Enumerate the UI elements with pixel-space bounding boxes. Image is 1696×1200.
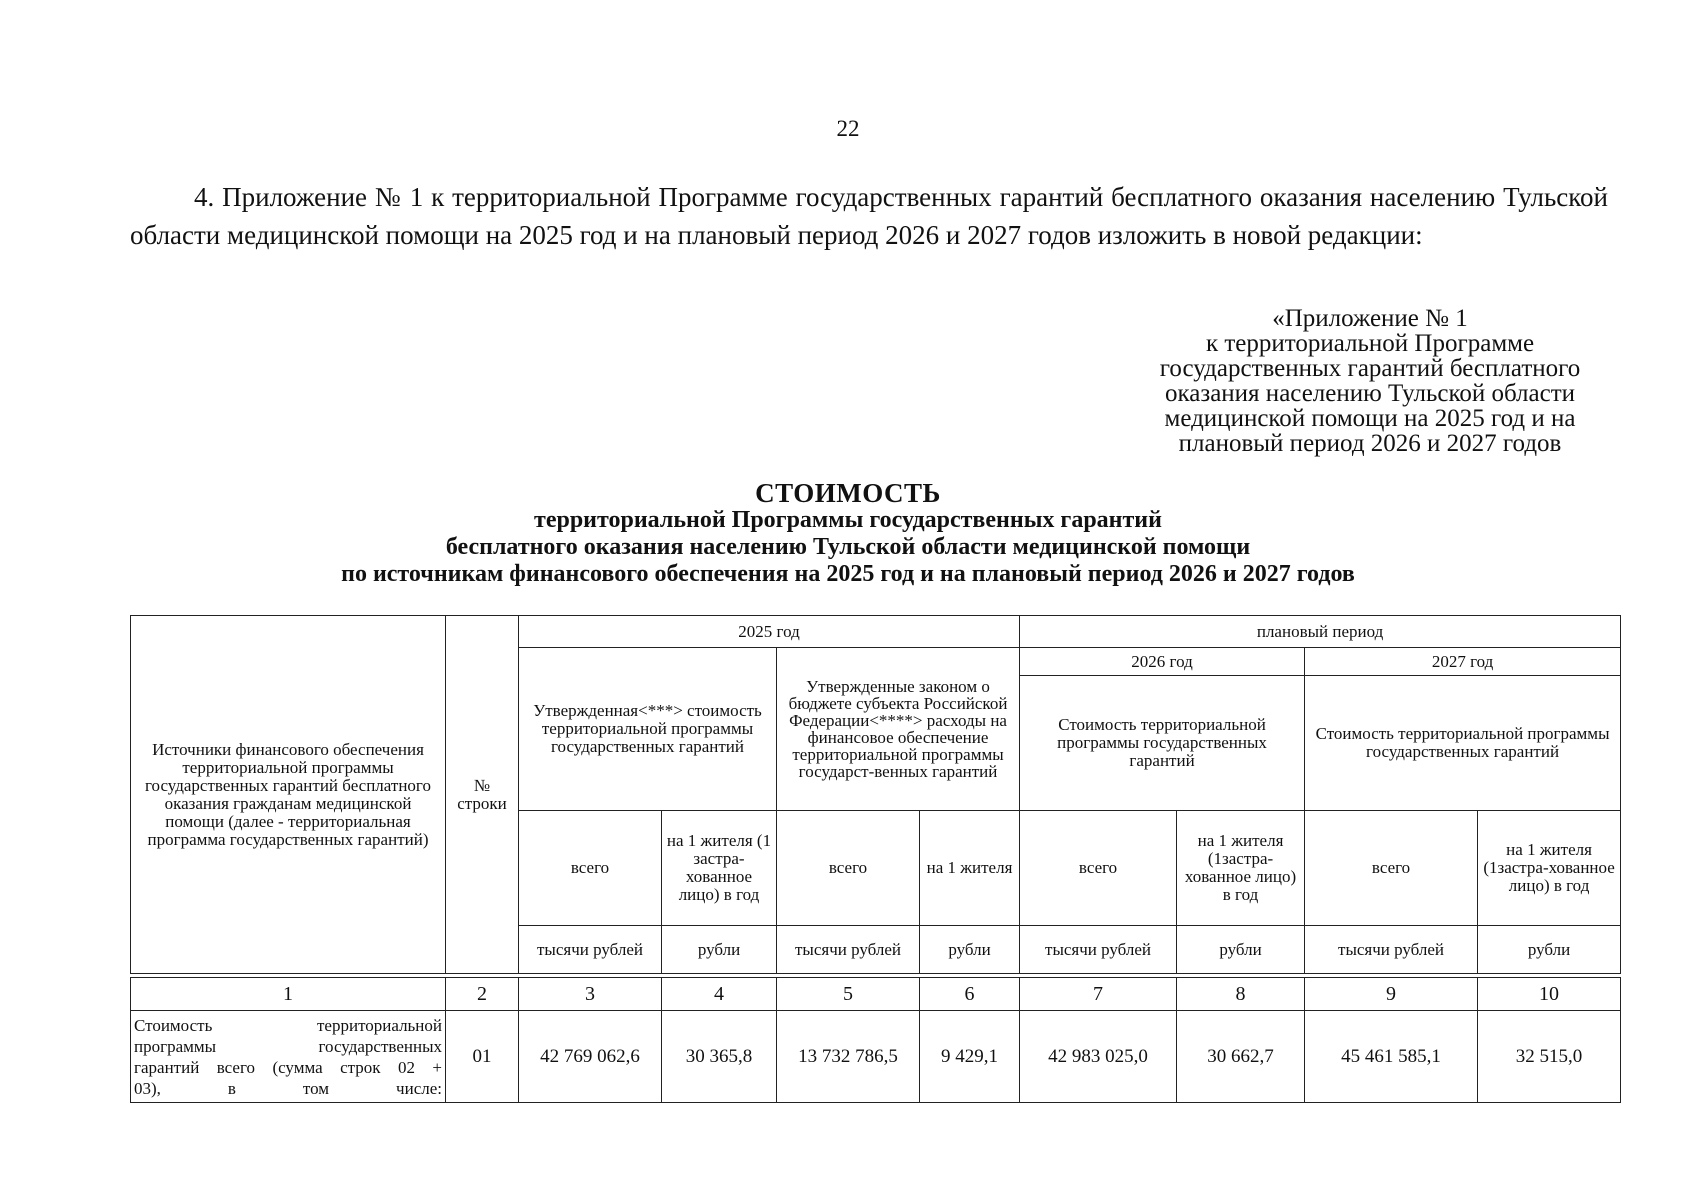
- row-value: 45 461 585,1: [1305, 1011, 1478, 1103]
- header-total: всего: [1305, 811, 1478, 926]
- header-unit: рубли: [662, 926, 777, 974]
- column-number: 6: [920, 978, 1020, 1011]
- financing-table-header: [130, 615, 1621, 974]
- header-cost-2027: Стоимость территориальной программы государственных гарантий: [1305, 676, 1621, 811]
- title-line: территориальной Программы государственных гарантий: [534, 507, 1162, 533]
- appendix-line: плановый период 2026 и 2027 годов: [1178, 430, 1562, 457]
- row-source-line: программы государственных: [134, 1036, 442, 1056]
- row-source-line: гарантий всего (сумма строк 02 +: [134, 1057, 442, 1077]
- financing-table-body: [130, 977, 1621, 1103]
- header-per-resident-year: на 1 жителя (1застра-хованное лицо) в год: [1177, 811, 1305, 926]
- intro-paragraph: [130, 178, 1608, 254]
- header-cost-2026: Стоимость территориальной программы государственных гарантий: [1020, 676, 1305, 811]
- header-unit: рубли: [1478, 926, 1621, 974]
- row-value: 30 662,7: [1177, 1011, 1305, 1103]
- page-number: 22: [836, 116, 860, 141]
- appendix-line: медицинской помощи на 2025 год и на: [1164, 405, 1576, 432]
- header-per-resident-year: на 1 жителя (1застра-хованное лицо) в год: [1478, 811, 1621, 926]
- appendix-line: государственных гарантий бесплатного: [1159, 355, 1581, 382]
- appendix-line: оказания населению Тульской области: [1164, 380, 1576, 407]
- header-unit: тысячи рублей: [1020, 926, 1177, 974]
- header-source: Источники финансового обеспечения территориальной программы государственных гарантий бесплатного оказания гражданам медицинской помощи (далее - территориальная программа государственных гарантий): [131, 616, 446, 974]
- column-number: 3: [519, 978, 662, 1011]
- appendix-line: «Приложение № 1: [1272, 305, 1468, 332]
- row-number: 01: [446, 1011, 519, 1103]
- column-number: 9: [1305, 978, 1478, 1011]
- appendix-reference: [1130, 306, 1610, 456]
- column-number: 7: [1020, 978, 1177, 1011]
- title-heading: СТОИМОСТЬ: [755, 478, 941, 508]
- row-value: 30 365,8: [662, 1011, 777, 1103]
- column-number: 1: [131, 978, 446, 1011]
- row-source-cell: [131, 1011, 446, 1103]
- header-unit: рубли: [920, 926, 1020, 974]
- header-unit: тысячи рублей: [1305, 926, 1478, 974]
- title-line: бесплатного оказания населению Тульской области медицинской помощи: [445, 534, 1251, 560]
- column-number: 2: [446, 978, 519, 1011]
- header-approved-cost: Утвержденная<***> стоимость территориальной программы государственных гарантий: [519, 648, 777, 811]
- header-total: всего: [777, 811, 920, 926]
- column-number: 4: [662, 978, 777, 1011]
- row-value: 9 429,1: [920, 1011, 1020, 1103]
- header-row-no: № строки: [446, 616, 519, 974]
- row-value: 32 515,0: [1478, 1011, 1621, 1103]
- intro-text: 4. Приложение № 1 к территориальной Программе государственных гарантий бесплатного оказания населению Тульской области медицинской помощи на 2025 год и на плановый период 2026 и 2027 годов изложить в новой редакции:: [130, 182, 1608, 250]
- header-unit: тысячи рублей: [777, 926, 920, 974]
- column-number: 5: [777, 978, 920, 1011]
- header-planned-period: плановый период: [1020, 616, 1621, 648]
- row-source-line: 03), в том числе:: [134, 1078, 442, 1098]
- header-total: всего: [1020, 811, 1177, 926]
- header-unit: рубли: [1177, 926, 1305, 974]
- appendix-line: к территориальной Программе: [1205, 330, 1535, 357]
- header-year-2026: 2026 год: [1020, 648, 1305, 676]
- document-title: [0, 480, 1696, 588]
- header-per-resident-year: на 1 жителя (1 застра-хованное лицо) в год: [662, 811, 777, 926]
- header-budget-law: Утвержденные законом о бюджете субъекта Российской Федерации<****> расходы на финансовое обеспечение территориальной программы государст-венных гарантий: [777, 648, 1020, 811]
- row-value: 13 732 786,5: [777, 1011, 920, 1103]
- table-row: [131, 1011, 1621, 1103]
- row-value: 42 769 062,6: [519, 1011, 662, 1103]
- column-number: 10: [1478, 978, 1621, 1011]
- header-total: всего: [519, 811, 662, 926]
- header-unit: тысячи рублей: [519, 926, 662, 974]
- column-number: 8: [1177, 978, 1305, 1011]
- header-year-2027: 2027 год: [1305, 648, 1621, 676]
- row-value: 42 983 025,0: [1020, 1011, 1177, 1103]
- title-line: по источникам финансового обеспечения на 2025 год и на плановый период 2026 и 2027 годов: [341, 561, 1355, 587]
- header-year-2025: 2025 год: [519, 616, 1020, 648]
- row-source-line: Стоимость территориальной: [134, 1015, 442, 1035]
- header-per-resident: на 1 жителя: [920, 811, 1020, 926]
